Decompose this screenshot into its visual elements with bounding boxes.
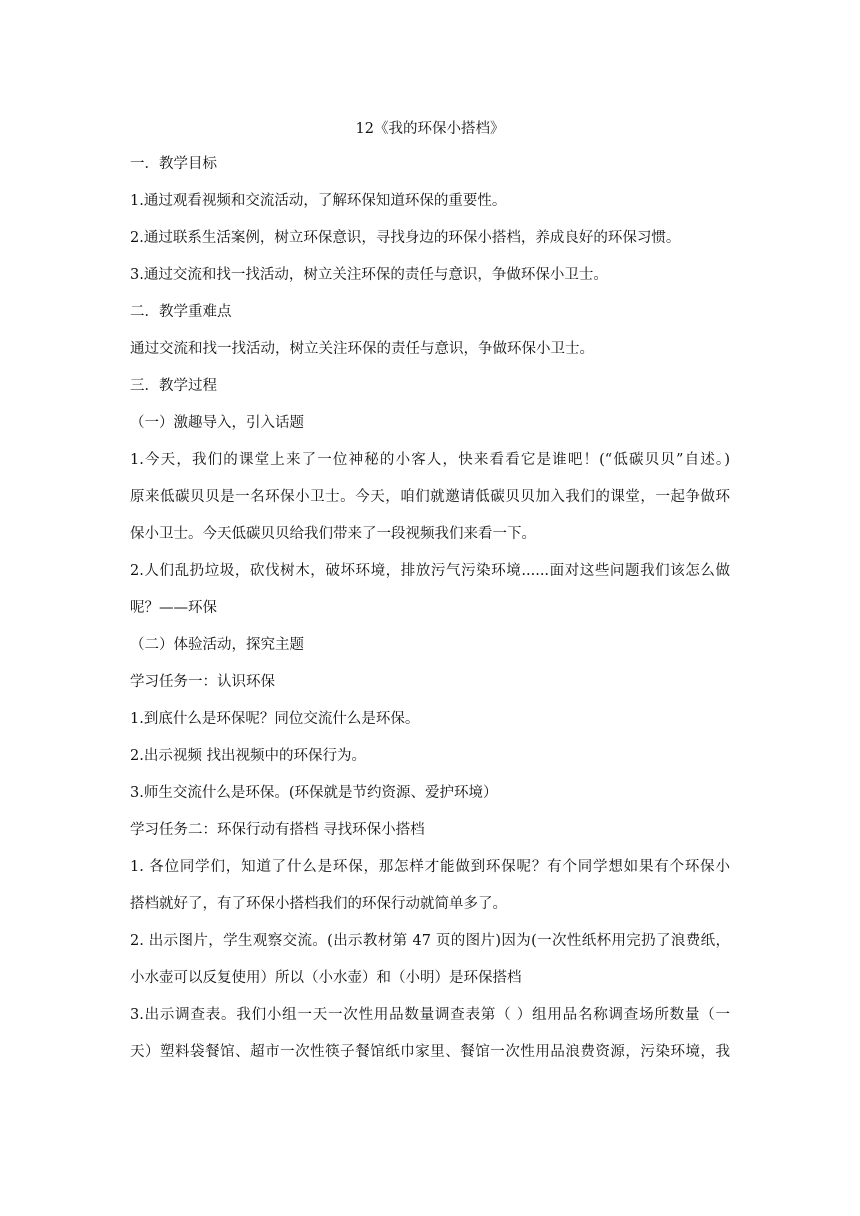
text-line: 三．教学过程 <box>130 378 217 394</box>
text-line: 通过交流和找一找活动，树立关注环保的责任与意识，争做环保小卫士。 <box>130 341 594 357</box>
text-line: 1.到底什么是环保呢？同位交流什么是环保。 <box>130 711 420 727</box>
document-body <box>130 154 730 1079</box>
text-line: 1. 各位同学们，知道了什么是环保，那怎样才能做到环保呢？有个同学想如果有个环保小 <box>130 859 730 875</box>
text-line: 1.通过观看视频和交流活动，了解环保知道环保的重要性。 <box>130 193 507 209</box>
text-line: 原来低碳贝贝是一名环保小卫士。今天，咱们就邀请低碳贝贝加入我们的课堂，一起争做环 <box>130 489 730 505</box>
text-line: 搭档就好了，有了环保小搭档我们的环保行动就简单多了。 <box>130 896 507 912</box>
text-line: 学习任务一：认识环保 <box>130 674 275 690</box>
text-line: 1.今天，我们的课堂上来了一位神秘的小客人，快来看看它是谁吧！(“低碳贝贝”自述。) <box>130 452 730 468</box>
text-line: 2.通过联系生活案例，树立环保意识，寻找身边的环保小搭档，养成良好的环保习惯。 <box>130 230 681 246</box>
document-title: 12《我的环保小搭档》 <box>355 121 505 137</box>
text-line: 3.师生交流什么是环保。(环保就是节约资源、爱护环境） <box>130 785 498 801</box>
text-line: 小水壶可以反复使用）所以（小水壶）和（小明）是环保搭档 <box>130 970 522 986</box>
text-line: （二）体验活动，探究主题 <box>130 637 304 653</box>
text-line: 保小卫士。今天低碳贝贝给我们带来了一段视频我们来看一下。 <box>130 526 536 542</box>
text-line: 2.出示视频 找出视频中的环保行为。 <box>130 748 366 764</box>
text-line: 呢？——环保 <box>130 600 217 616</box>
text-line: 2. 出示图片，学生观察交流。(出示教材第 47 页的图片)因为(一次性纸杯用完扔了浪费纸， <box>130 933 730 949</box>
text-line: 二．教学重难点 <box>130 304 232 320</box>
text-line: 2.人们乱扔垃圾，砍伐树木，破坏环境，排放污气污染环境......面对这些问题我们该怎么做 <box>130 563 730 579</box>
text-line: 3.出示调查表。我们小组一天一次性用品数量调查表第（ ）组用品名称调查场所数量（一 <box>130 1007 730 1023</box>
text-line: （一）激趣导入，引入话题 <box>130 415 304 431</box>
text-line: 学习任务二：环保行动有搭档 寻找环保小搭档 <box>130 822 425 838</box>
text-line: 一．教学目标 <box>130 156 217 172</box>
text-line: 3.通过交流和找一找活动，树立关注环保的责任与意识，争做环保小卫士。 <box>130 267 608 283</box>
text-line: 天）塑料袋餐馆、超市一次性筷子餐馆纸巾家里、餐馆一次性用品浪费资源，污染环境，我 <box>130 1044 730 1060</box>
